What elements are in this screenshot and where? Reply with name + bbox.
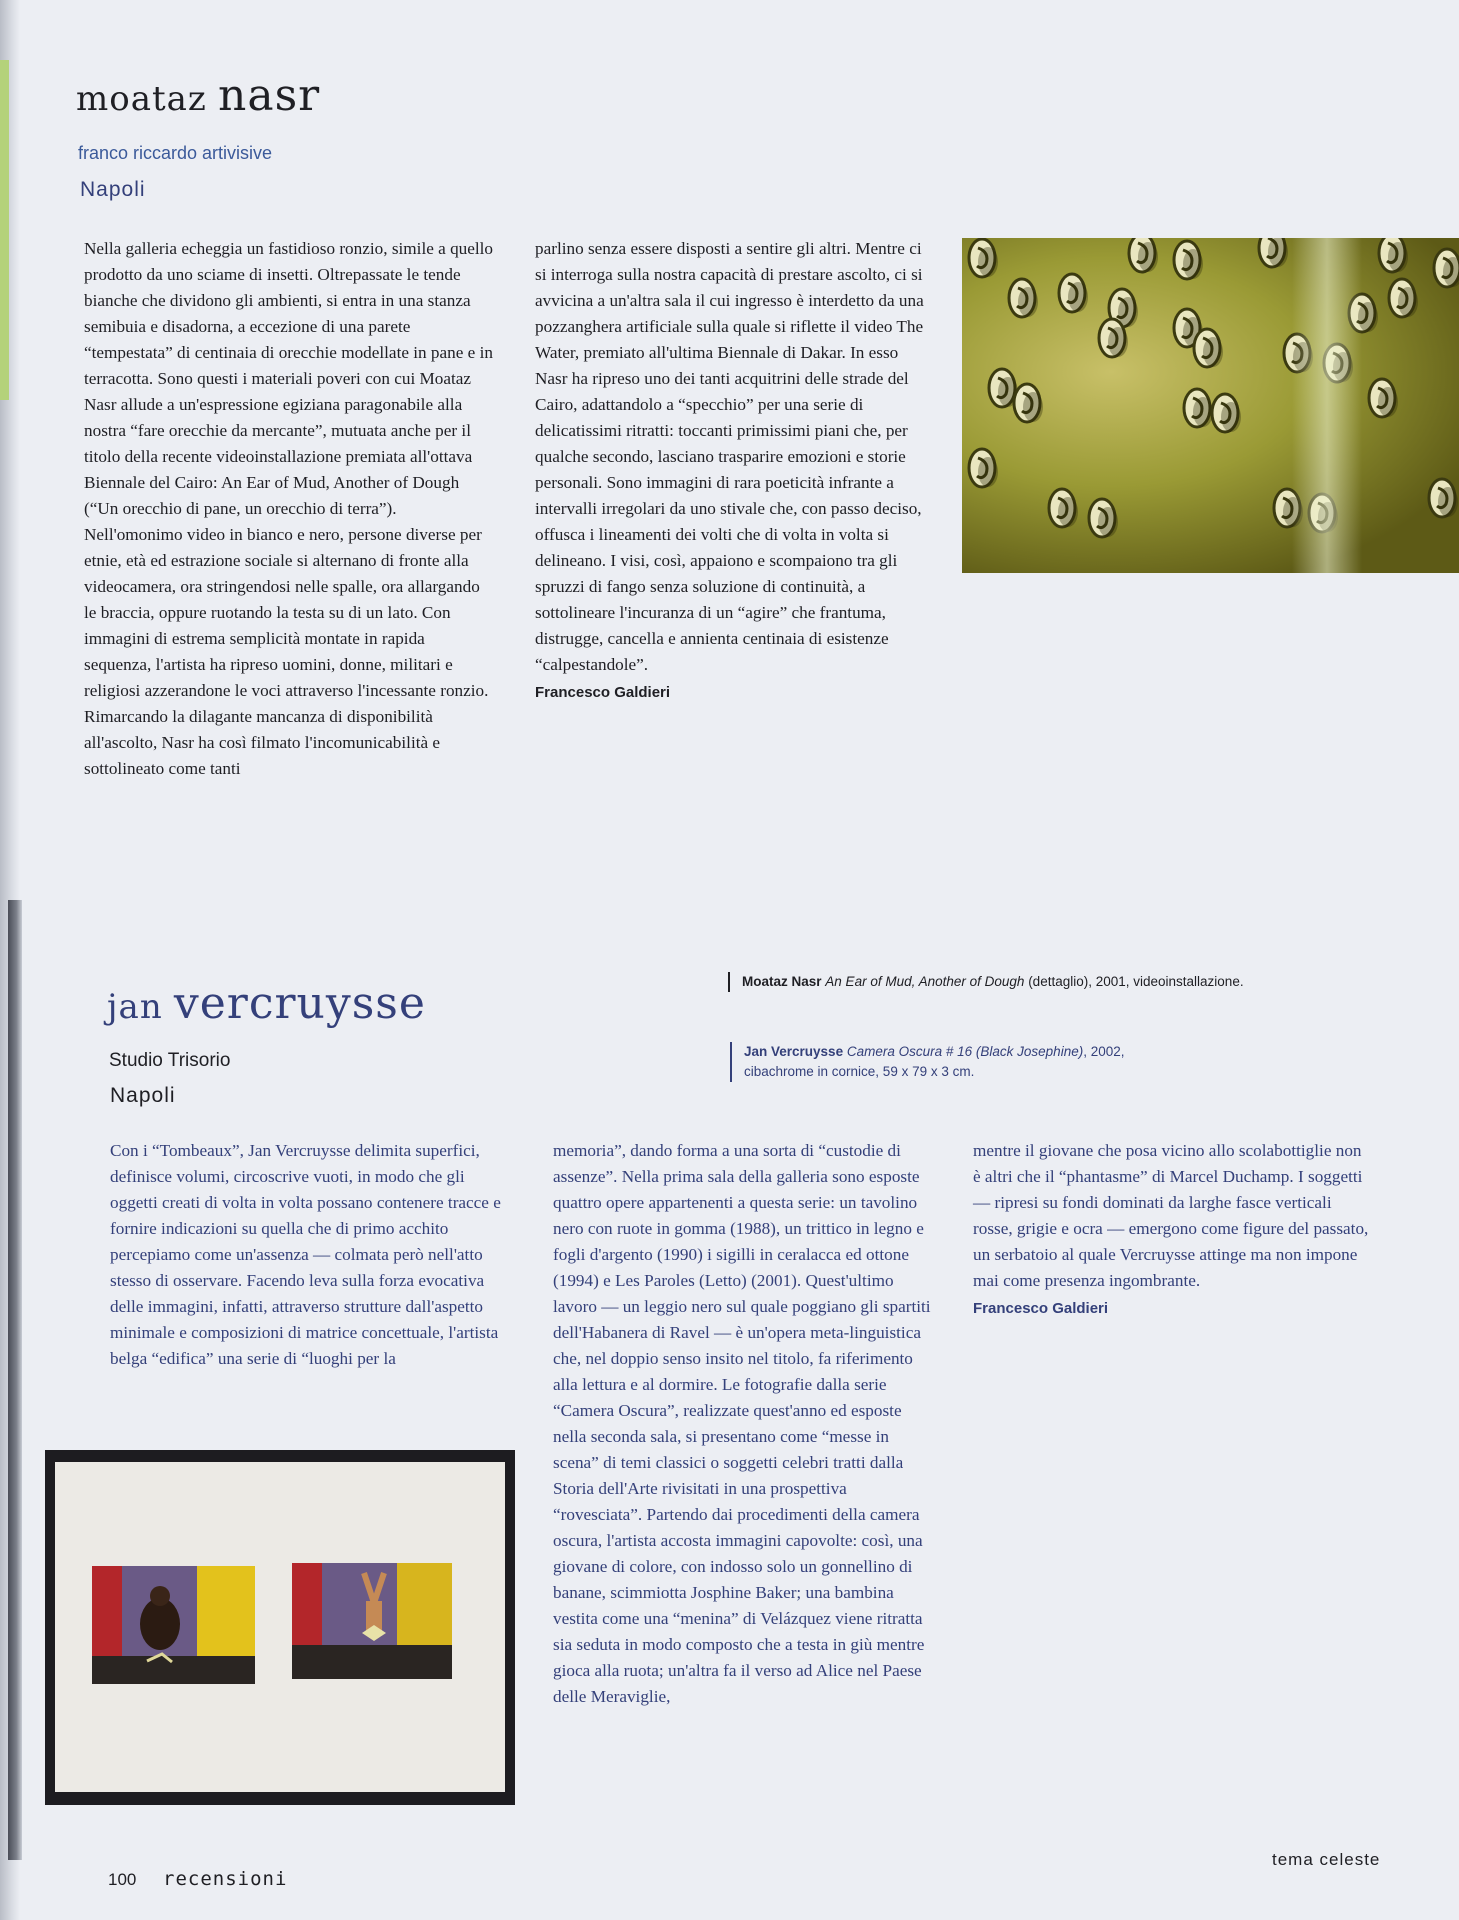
vercruysse-column-2 [553,1138,939,1710]
vercruysse-body-2: memoria”, dando forma a una sorta di “custodie di assenze”. Nella prima sala della galleria sono esposte quattro opere appartenenti a questa serie: un tavolino nero con ruote in gomma (1988), un trittico in legno e fogli d'argento (1990) i sigilli in ceralacca ed ottone (1994) e Les Paroles (Letto) (2001). Quest'ultimo lavoro — un leggio nero sul quale poggiano gli spartiti dell'Habanera di Ravel — è un'opera meta-linguistica che, nel doppio senso insito nel titolo, fa riferimento alla lettura e al dormire. Le fotografie dalla serie “Camera Oscura”, realizzate quest'anno ed esposte nella seconda sala, si presentano come “messe in scena” di temi classici o soggetti celebri tratti dalla Storia dell'Arte rivisitati in una prospettiva “rovesciata”. Partendo dai procedimenti della camera oscura, l'artista accosta immagini capovolte: così, una giovane di colore, con indosso solo un gonnellino di banane, scimmiotta Josphine Baker; una bambina vestita come una “menina” di Velázquez viene ritratta sia seduta in modo composto che a testa in giù mentre gioca alla ruota; un'altra fa il verso ad Alice nel Paese delle Meraviglie, [553,1141,931,1706]
nasr-body-2: parlino senza essere disposti a sentire gli altri. Mentre ci si interroga sulla nostra capacità di prestare ascolto, ci si avvicina a un'altra sala il cui ingresso è interdetto da una pozzanghera artificiale sulla quale si riflette il video The Water, premiato all'ultima Biennale di Dakar. In esso Nasr ha ripreso uno dei tanti acquitrini delle strade del Cairo, adattandolo a “specchio” per una serie di delicatissimi ritratti: toccanti primissimi piani che, per qualche secondo, lasciano trasparire emozioni e storie personali. Sono immagini di rara poeticità infrante a intervalli irregolari da uno stivale che, con passo deciso, offusca i lineamenti dei volti che di volta in volta si delineano. I visi, così, appaiono e scompaiono tra gli spruzzi di fango senza soluzione di continuità, a sottolineare l'incuranza di un “agire” che frantuma, distrugge, cancella e annienta centinaia di esistenze “calpestandole”. [535,239,924,674]
nasr-body-1: Nella galleria echeggia un fastidioso ronzio, simile a quello prodotto da uno sciame di insetti. Oltrepassate le tende bianche che dividono gli ambienti, si entra in una stanza semibuia e disadorna, a eccezione di una parete “tempestata” di centinaia di orecchie modellate in pane e in terracotta. Sono questi i materiali poveri con cui Moataz Nasr allude a un'espressione egiziana paragonabile alla nostra “fare orecchie da mercante”, mutuata anche per il titolo della recente videoinstallazione premiata all'ottava Biennale del Cairo: An Ear of Mud, Another of Dough (“Un orecchio di pane, un orecchio di terra”). Nell'omonimo video in bianco e nero, persone diverse per etnie, età ed estrazione sociale si alternano di fronte alla videocamera, ora stringendosi nelle spalle, ora allargando le braccia, oppure ruotando la testa su di un lato. Con immagini di estrema semplicità montate in rapida sequenza, l'artista ha ripreso uomini, donne, militari e religiosi azzerandone le voci attraverso l'incessante ronzio. Rimarcando la dilagante mancanza di disponibilità all'ascolto, Nasr ha così filmato l'incomunicabilità e sottolineato come tanti [84,239,494,778]
nasr-caption-title: An Ear of Mud, Another of Dough [825,974,1025,989]
vercruysse-caption-name: Jan Vercruysse [744,1044,844,1059]
print-left [92,1566,255,1684]
vercruysse-caption-year: , 2002, [1083,1044,1125,1059]
ears-pattern [962,238,1459,573]
nasr-gallery: franco riccardo artivisive [78,143,273,163]
nasr-title-last: nasr [218,70,321,121]
vercruysse-caption [730,1042,1125,1082]
ear-shapes [969,238,1459,537]
vercruysse-body-3: mentre il giovane che posa vicino allo scolabottiglie non è altri che il “phantasme” di Marcel Duchamp. I soggetti — ripresi su fondi dominati da larghe fasce verticali rosse, grigie e ocra — emergono come figure del passato, un serbatoio al quale Vercruysse attinge ma non impone mai come presenza ingombrante. [973,1141,1369,1290]
vercruysse-author: Francesco Galdieri [973,1300,1109,1317]
vercruysse-column-3 [973,1138,1373,1322]
vercruysse-title [107,978,426,1029]
vercruysse-title-first: jan [107,987,163,1027]
nasr-column-2 [535,236,935,706]
nasr-author: Francesco Galdieri [535,684,671,701]
nasr-caption-rest: (dettaglio), 2001, videoinstallazione. [1028,974,1244,989]
vercruysse-gallery: Studio Trisorio [109,1050,231,1071]
ears-artwork-photo [962,238,1459,573]
nasr-caption-name: Moataz Nasr [742,974,822,989]
nasr-title [76,70,320,121]
vercruysse-title-last: vercruysse [173,978,426,1029]
vercruysse-city: Napoli [110,1084,176,1107]
nasr-column-1 [84,236,496,782]
spine-strip [0,60,9,400]
nasr-title-first: moataz [76,79,207,119]
spine-shadow [8,900,22,1860]
section-name: recensioni [163,1868,288,1890]
print-right [292,1563,452,1679]
nasr-city: Napoli [80,178,146,201]
light-reflection [1292,238,1362,573]
page-number: 100 [108,1870,137,1889]
vercruysse-column-1 [110,1138,510,1372]
vercruysse-caption-title: Camera Oscura # 16 (Black Josephine) [846,1044,1084,1059]
vercruysse-body-1: Con i “Tombeaux”, Jan Vercruysse delimita superfici, definisce volumi, circoscrive vuoti, in modo che gli oggetti creati di volta in volta possano contenere tracce e fornire indicazioni su quella che di primo acchito percepiamo come un'assenza — colmata però nell'atto stesso di osservare. Facendo leva sulla forza evocativa delle immagini, infatti, attraverso strutture dall'aspetto minimale e composizioni di matrice concettuale, l'artista belga “edifica” una serie di “luoghi per la [110,1141,501,1368]
camera-oscura-framed-photo [45,1450,515,1805]
vercruysse-caption-medium: cibachrome in cornice, 59 x 79 x 3 cm. [744,1064,975,1079]
frame-mat [55,1462,505,1792]
nasr-caption [728,972,1244,992]
magazine-name: tema celeste [1272,1850,1381,1869]
